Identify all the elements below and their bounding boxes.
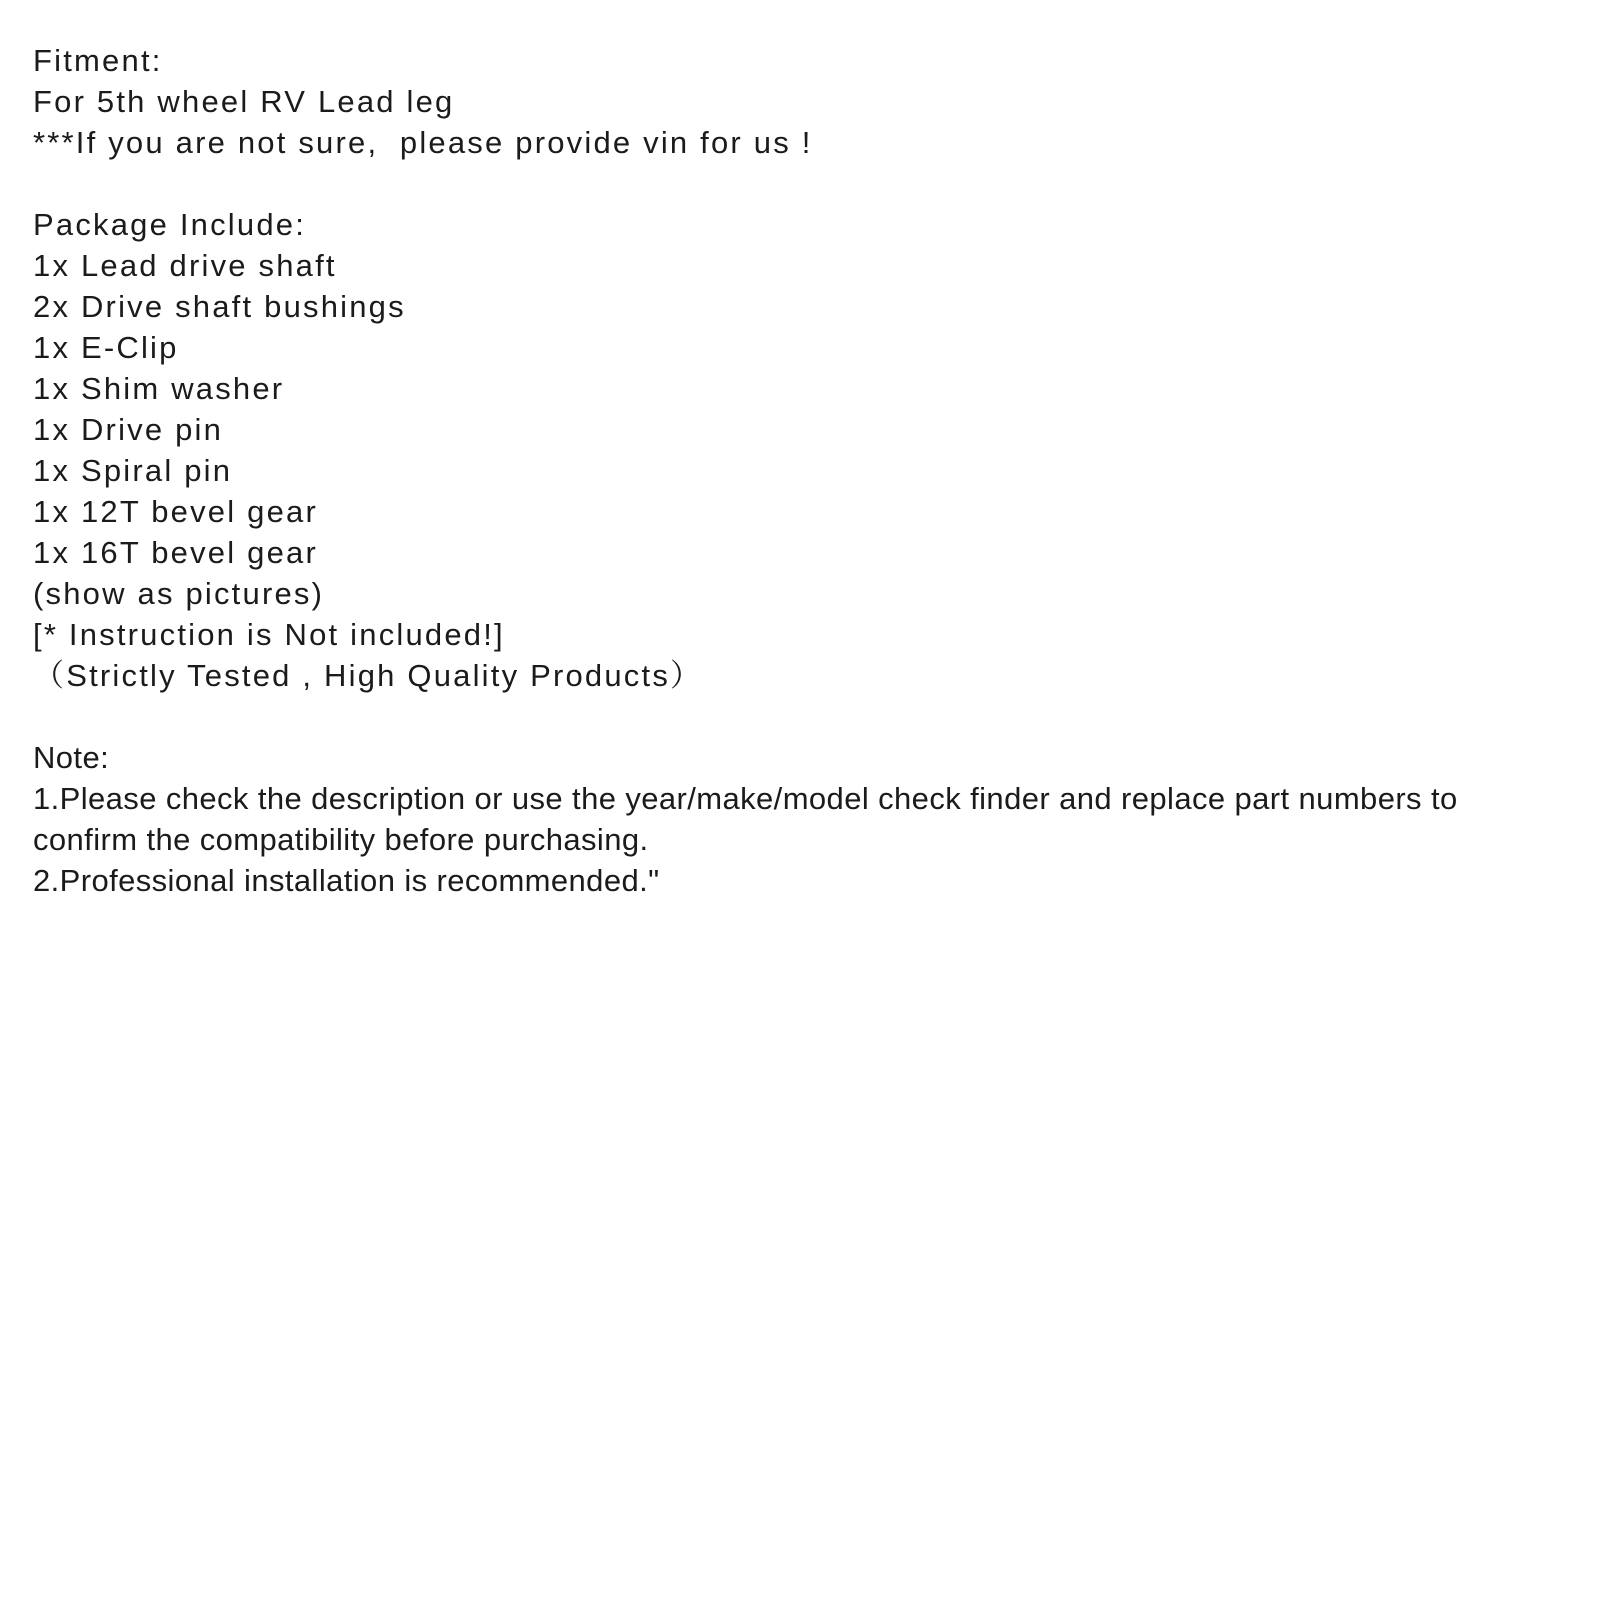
- note-line: 2.Professional installation is recommended.": [33, 863, 660, 898]
- fitment-heading: Fitment:: [33, 43, 163, 78]
- package-item: 1x Shim washer: [33, 371, 285, 406]
- package-include-section: [33, 204, 1560, 696]
- package-item: 1x Spiral pin: [33, 453, 233, 488]
- note-line: 1.Please check the description or use the year/make/model check finder and replace part numbers to confirm the compatibility before purchasing.: [33, 781, 1467, 857]
- package-item: （Strictly Tested , High Quality Products）: [33, 658, 704, 693]
- note-section: [33, 737, 1560, 901]
- fitment-line: ***If you are not sure, please provide vin for us !: [33, 125, 813, 160]
- package-item: 1x E-Clip: [33, 330, 179, 365]
- fitment-line: For 5th wheel RV Lead leg: [33, 84, 455, 119]
- package-item: (show as pictures): [33, 576, 325, 611]
- package-heading: Package Include:: [33, 207, 307, 242]
- package-item: [* Instruction is Not included!]: [33, 617, 505, 652]
- note-heading: Note:: [33, 740, 110, 775]
- package-item: 1x 12T bevel gear: [33, 494, 318, 529]
- fitment-section: [33, 40, 1560, 163]
- package-item: 2x Drive shaft bushings: [33, 289, 406, 324]
- package-item: 1x Drive pin: [33, 412, 224, 447]
- package-item: 1x Lead drive shaft: [33, 248, 337, 283]
- package-item: 1x 16T bevel gear: [33, 535, 318, 570]
